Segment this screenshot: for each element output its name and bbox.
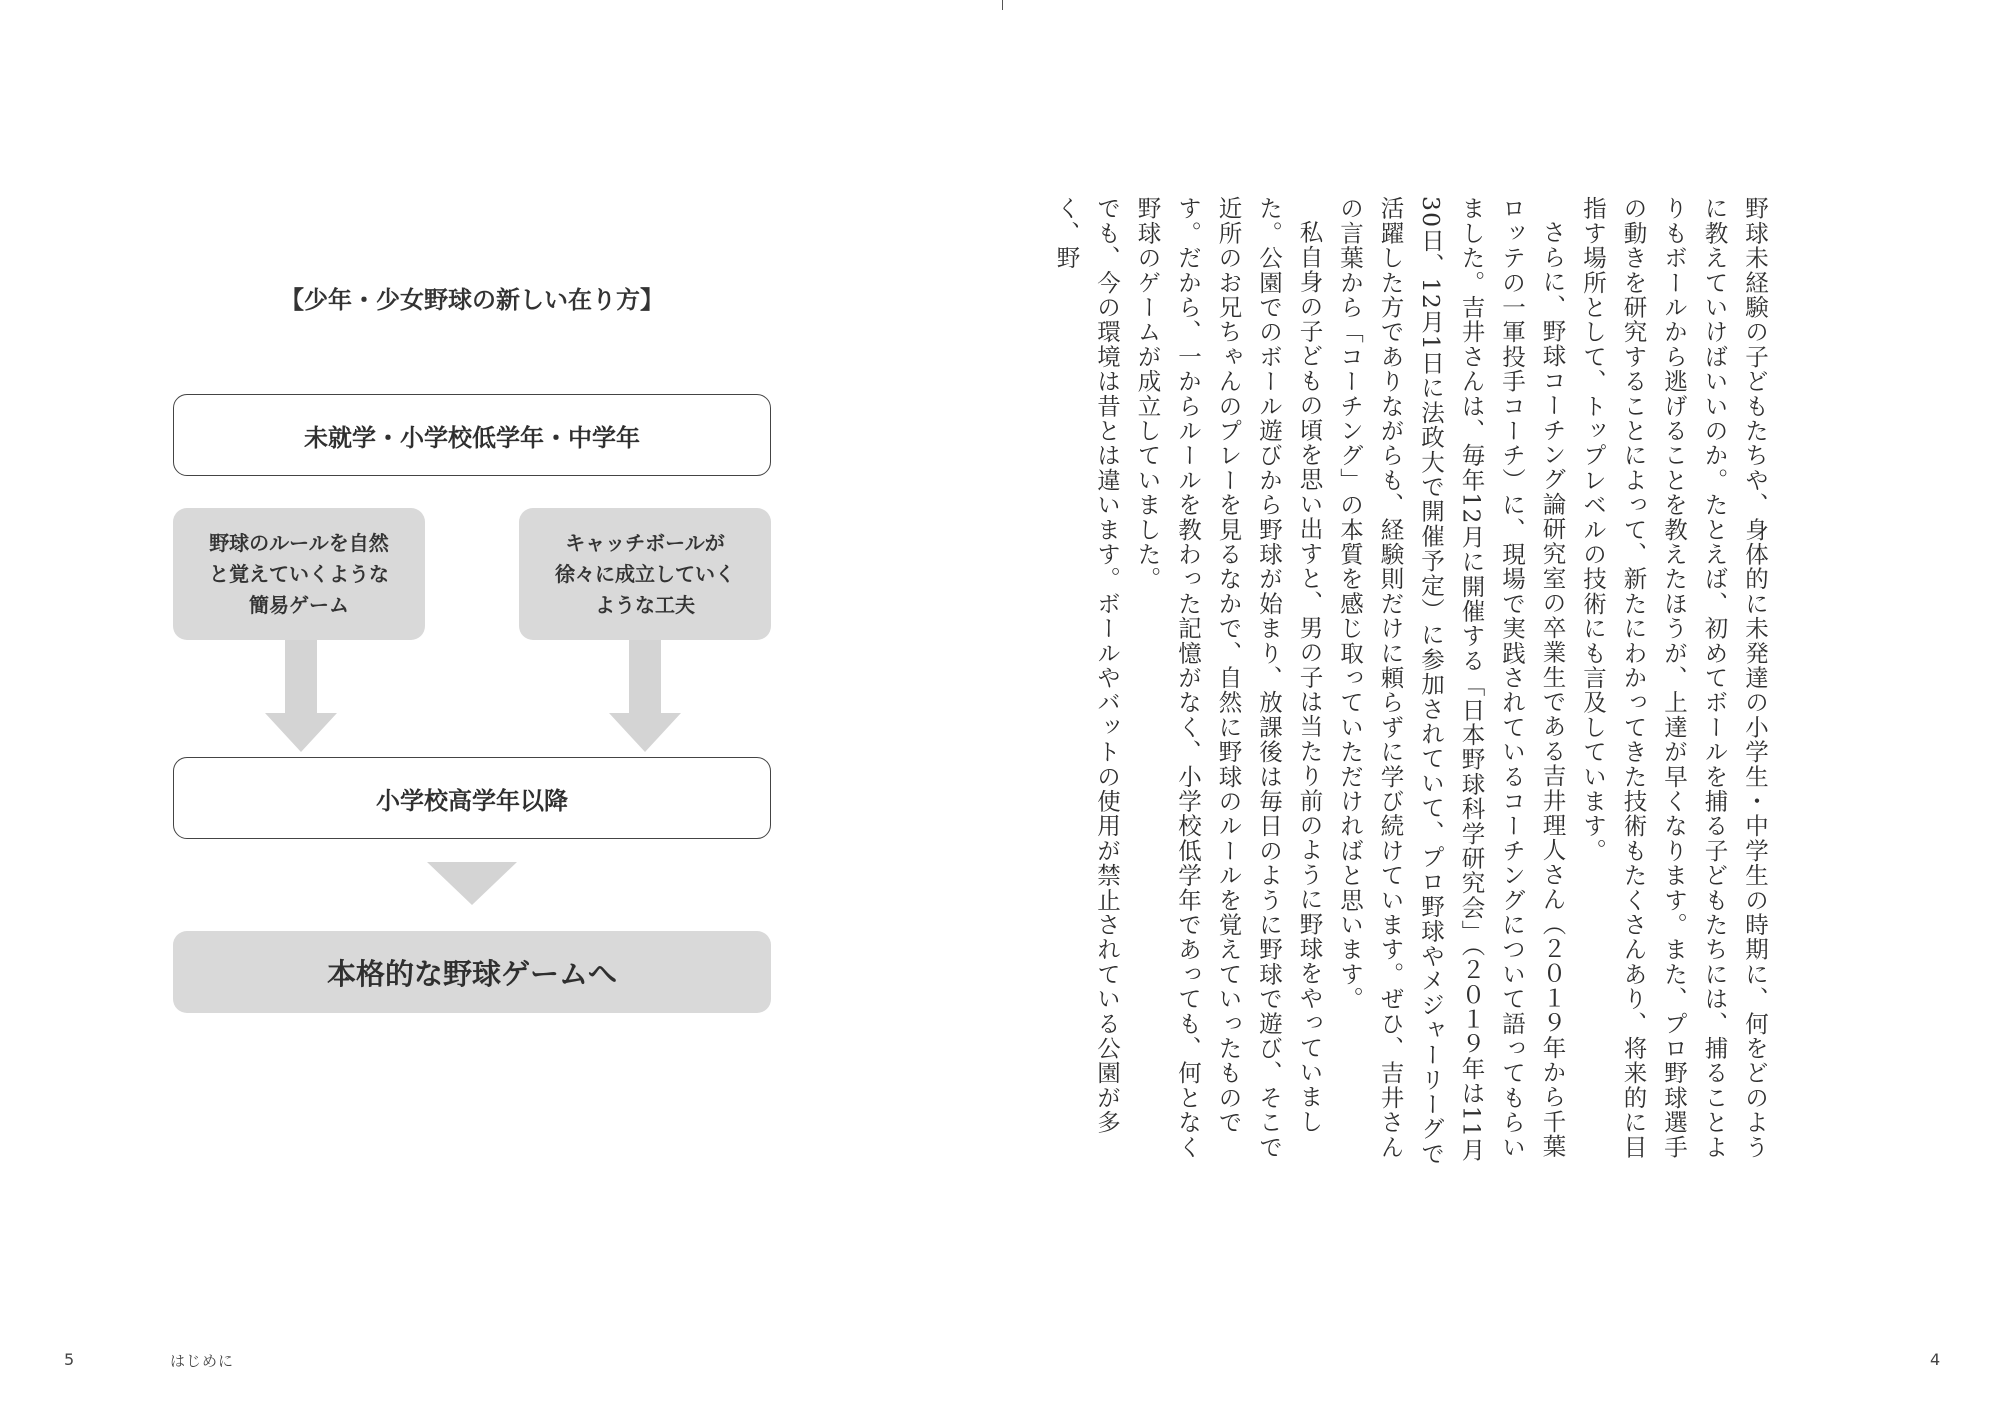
page-number-right: 4 — [1930, 1350, 1941, 1369]
down-arrow-right-icon — [609, 640, 681, 752]
full-game-box — [173, 931, 771, 1013]
running-head: はじめに — [170, 1352, 235, 1370]
down-arrow-left-icon — [265, 640, 337, 752]
down-triangle-icon — [427, 862, 517, 905]
stage-upper-box — [173, 757, 771, 839]
page-number-left: 5 — [64, 1350, 75, 1369]
simple-game-box — [173, 508, 425, 640]
stage-upper-label: 小学校高学年以降 — [376, 786, 568, 815]
catch-ball-label: キャッチボールが 徐々に成立していく ような工夫 — [555, 530, 735, 617]
stage-young-box — [173, 394, 771, 476]
paragraph-4: でも、今の環境は昔とは違います。ボールやバットの使用が禁止されている公園が多く、野 — [1052, 196, 1121, 1135]
simple-game-label: 野球のルールを自然 と覚えていくような 簡易ゲーム — [209, 530, 389, 617]
full-game-label: 本格的な野球ゲームへ — [326, 956, 617, 991]
stage-young-label: 未就学・小学校低学年・中学年 — [304, 423, 640, 452]
body-text — [1052, 196, 1775, 1176]
paragraph-1: 野球未経験の子どもたちや、身体的に未発達の小学生・中学生の時期に、何をどのように教えていけばいいのか。たとえば、初めてボールを捕る子どもたちには、捕ることよりもボールから逃げることを教えたほうが、上達が早くなります。また、プロ野球選手の動きを研究することによって、新たにわかってきた技術もたくさんあり、将来的に目指す場所として、トップレベルの技術にも言及しています。 — [1579, 196, 1769, 1160]
diagram-title: 【少年・少女野球の新しい在り方】 — [280, 286, 664, 314]
paragraph-3: 私自身の子どもの頃を思い出すと、男の子は当たり前のように野球をやっていました。公園でのボール遊びから野球が始まり、放課後は毎日のように野球で遊び、そこで近所のお兄ちゃんのプレーを見るなかで、自然に野球のルールを覚えていったものです。だから、一からルールを教わった記憶がなく、小学校低学年であっても、何となく野球のゲームが成立していました。 — [1133, 196, 1324, 1160]
paragraph-2: さらに、野球コーチング論研究室の卒業生である吉井理人さん（２０１９年から千葉ロッテの一軍投手コーチ）に、現場で実践されているコーチングについて語ってもらいました。吉井さんは、毎年12月に開催する「日本野球科学研究会」（２０１９年は11月30日、12月1日に法政大で開催予定）に参加されていて、プロ野球やメジャーリーグで活躍した方でありながらも、経験則だけに頼らずに学び続けています。ぜひ、吉井さんの言葉から「コーチング」の本質を感じ取っていただければと思います。 — [1336, 196, 1567, 1166]
catch-ball-box — [519, 508, 771, 640]
gutter-mark — [1002, 0, 1003, 10]
